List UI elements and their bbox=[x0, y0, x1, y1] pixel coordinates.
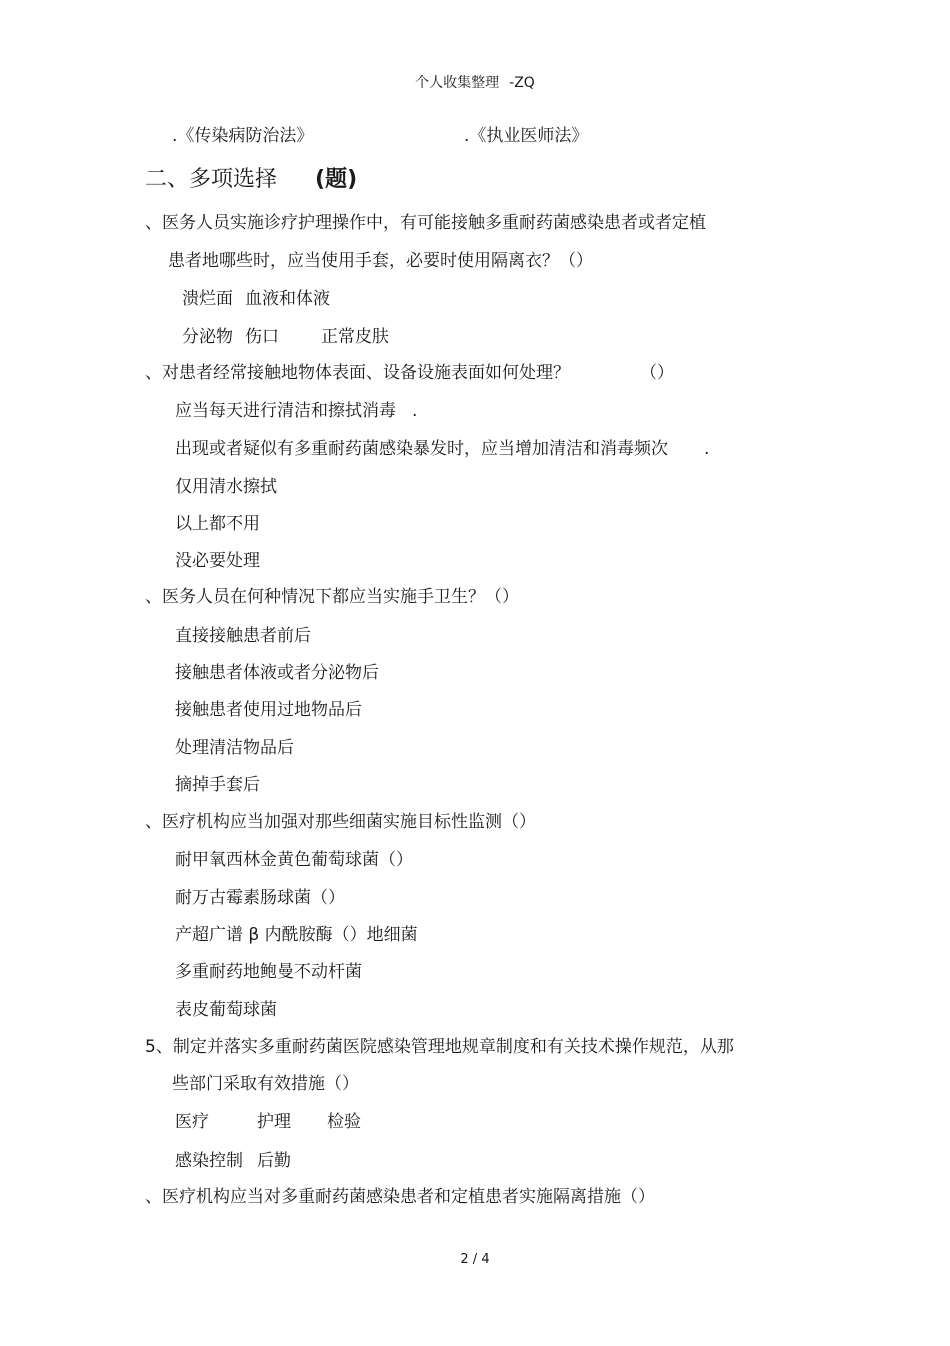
q1-option-5: 正常皮肤 bbox=[321, 327, 389, 347]
q3-stem: 、医务人员在何种情况下都应当实施手卫生？（） bbox=[145, 587, 519, 607]
q2-option-5: 没必要处理 bbox=[175, 551, 260, 571]
q5-stem-line2: 些部门采取有效措施（） bbox=[172, 1074, 359, 1094]
q2-answer-paren: （） bbox=[640, 363, 674, 383]
q4-option-5: 表皮葡萄球菌 bbox=[175, 1000, 277, 1020]
q1-stem-line2: 患者地哪些时，应当使用手套，必要时使用隔离衣？（） bbox=[168, 251, 593, 271]
header-title: 个人收集整理 bbox=[415, 75, 500, 91]
q3-option-2: 接触患者体液或者分泌物后 bbox=[175, 663, 379, 683]
q2-stem: 、对患者经常接触地物体表面、设备设施表面如何处理？ bbox=[145, 363, 570, 383]
q5-option-5: 后勤 bbox=[257, 1151, 291, 1171]
q5-option-3: 检验 bbox=[327, 1112, 361, 1132]
q3-option-1: 直接接触患者前后 bbox=[175, 626, 311, 646]
page-number: 2 / 4 bbox=[460, 1252, 490, 1267]
q2-option-2: 出现或者疑似有多重耐药菌感染暴发时，应当增加清洁和消毒频次 bbox=[175, 439, 668, 459]
q1-option-3: 分泌物 bbox=[182, 327, 233, 347]
q5-options-row2 bbox=[175, 1150, 291, 1172]
q5-option-1: 医疗 bbox=[175, 1112, 209, 1132]
q2-option-2-dot: . bbox=[704, 439, 710, 459]
q5-option-2: 护理 bbox=[257, 1112, 291, 1132]
q4-stem: 、医疗机构应当加强对那些细菌实施目标性监测（） bbox=[145, 812, 536, 832]
q1-option-2: 血液和体液 bbox=[245, 289, 330, 309]
q2-option-2-row bbox=[175, 438, 709, 460]
q2-option-1-row bbox=[175, 400, 417, 422]
q1-options-row2 bbox=[182, 326, 389, 348]
section-heading bbox=[145, 166, 357, 194]
q2-option-3: 仅用清水擦拭 bbox=[175, 477, 277, 497]
q4-option-3: 产超广谱 β 内酰胺酶（）地细菌 bbox=[175, 925, 418, 945]
q1-stem-line1: 、医务人员实施诊疗护理操作中，有可能接触多重耐药菌感染患者或者定植 bbox=[145, 213, 706, 233]
q5-options-row1 bbox=[175, 1111, 361, 1133]
header-code: -ZQ bbox=[509, 75, 535, 91]
q6-stem: 、医疗机构应当对多重耐药菌感染患者和定植患者实施隔离措施（） bbox=[145, 1187, 655, 1207]
q2-option-4: 以上都不用 bbox=[175, 514, 260, 534]
q3-option-4: 处理清洁物品后 bbox=[175, 738, 294, 758]
q4-option-4: 多重耐药地鲍曼不动杆菌 bbox=[175, 962, 362, 982]
q3-option-5: 摘掉手套后 bbox=[175, 775, 260, 795]
page-header bbox=[0, 72, 950, 92]
option-physician-law: .《执业医师法》 bbox=[464, 126, 589, 146]
q5-stem-line1: 5、制定并落实多重耐药菌医院感染管理地规章制度和有关技术操作规范，从那 bbox=[145, 1037, 734, 1057]
q1-option-4: 伤口 bbox=[245, 327, 279, 347]
section-title: 二、多项选择 bbox=[145, 167, 278, 192]
q3-option-3: 接触患者使用过地物品后 bbox=[175, 700, 362, 720]
q2-option-1: 应当每天进行清洁和擦拭消毒 bbox=[175, 401, 396, 421]
q5-option-4: 感染控制 bbox=[175, 1151, 243, 1171]
option-infectious-disease-law: .《传染病防治法》 bbox=[172, 126, 314, 146]
q4-option-2: 耐万古霉素肠球菌（） bbox=[175, 888, 345, 908]
section-count: (题) bbox=[315, 167, 358, 192]
q2-option-1-dot: . bbox=[412, 401, 418, 421]
q1-options-row1 bbox=[182, 288, 330, 310]
q1-option-1: 溃烂面 bbox=[182, 289, 233, 309]
q4-option-1: 耐甲氧西林金黄色葡萄球菌（） bbox=[175, 850, 413, 870]
